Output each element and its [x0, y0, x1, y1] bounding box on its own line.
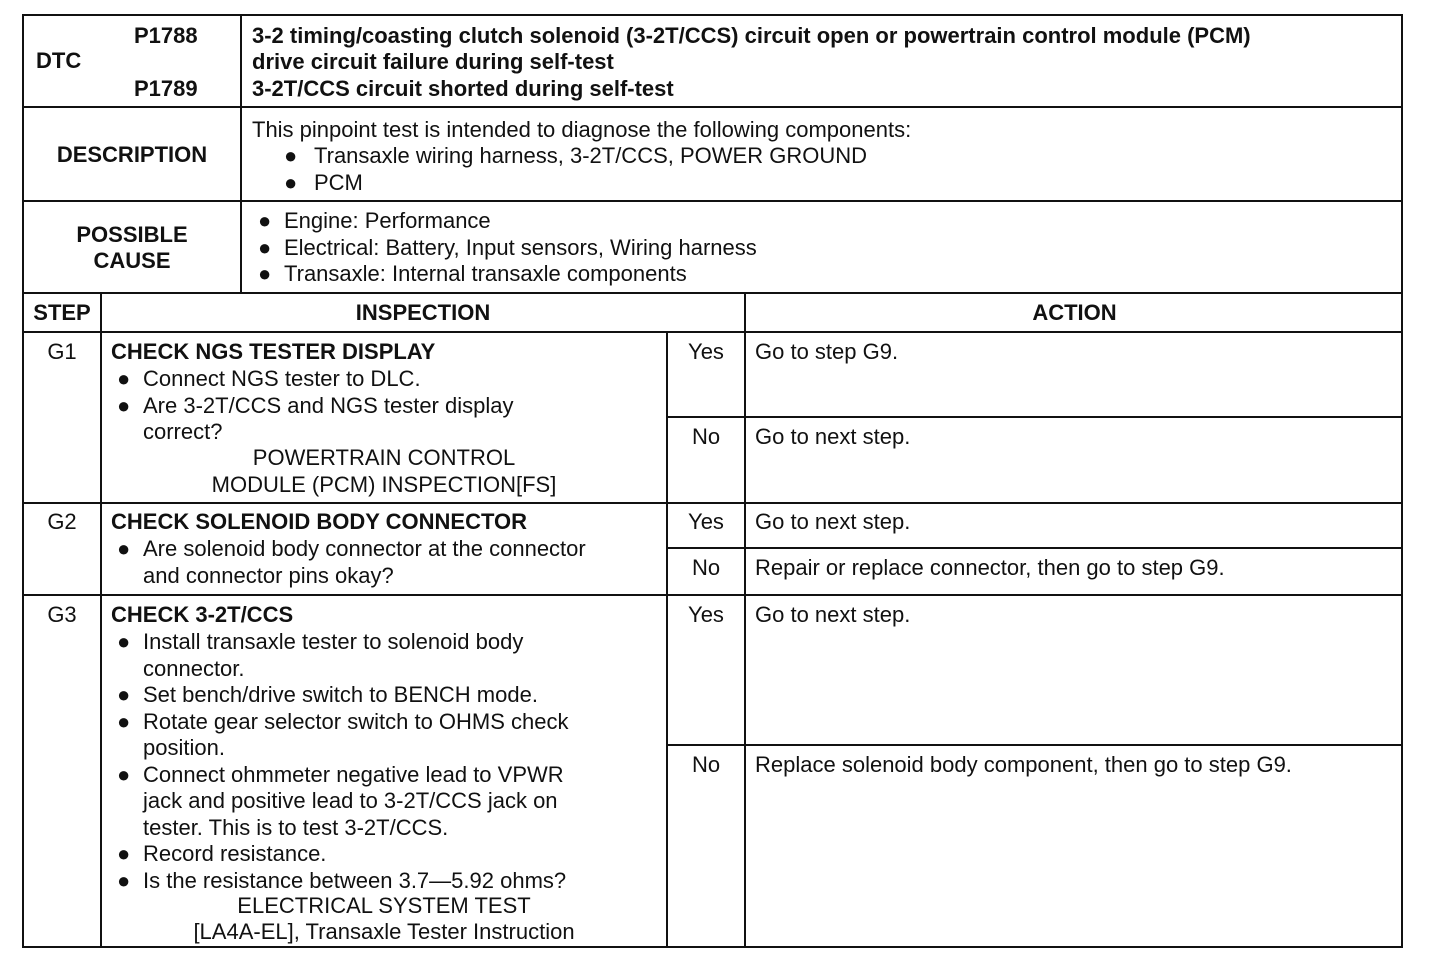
bullet-line: and connector pins okay? [143, 562, 394, 588]
step-bullets [111, 366, 513, 446]
bullet-glyph: ● [117, 536, 131, 561]
answer-yes: Yes [688, 509, 724, 534]
dtc-code-1: P1788 [134, 23, 198, 48]
bullet-line: Rotate gear selector switch to OHMS check [143, 708, 569, 734]
bullet-line: Set bench/drive switch to BENCH mode. [143, 682, 538, 707]
action-text: Go to next step. [755, 424, 911, 449]
answer-no: No [691, 555, 721, 580]
bullet-line: Are solenoid body connector at the connector [143, 536, 586, 561]
description-item: Transaxle wiring harness, 3-2T/CCS, POWER GROUND [314, 143, 867, 168]
answer-yes: Yes [688, 602, 724, 627]
bullet-glyph: ● [117, 761, 131, 787]
list-item [111, 868, 569, 895]
cause-item: Electrical: Battery, Input sensors, Wiring harness [284, 234, 757, 260]
answer-no: No [691, 424, 721, 449]
action-text: Go to step G9. [755, 339, 899, 364]
step-bullets [111, 629, 569, 894]
bullet-line: jack and positive lead to 3-2T/CCS jack on [143, 788, 558, 813]
step-title: CHECK 3-2T/CCS [111, 602, 294, 627]
bullet-glyph: ● [117, 392, 131, 418]
list-item [111, 841, 569, 868]
answer-divider [666, 744, 1403, 746]
action-header: ACTION [1032, 300, 1117, 325]
row-divider [22, 200, 1403, 202]
bullet-line: Is the resistance between 3.7—5.92 ohms? [143, 867, 567, 893]
action-column-divider [744, 292, 746, 948]
description-intro: This pinpoint test is intended to diagnose the following components: [252, 117, 912, 142]
possible-cause-label: CAUSE [93, 248, 171, 273]
bullet-glyph: ● [117, 366, 131, 391]
bullet-line: position. [143, 735, 225, 760]
row-divider [22, 594, 1403, 596]
list-item [252, 170, 867, 197]
step-header: STEP [33, 300, 91, 325]
step-column-divider [100, 292, 102, 948]
list-item [111, 366, 513, 393]
bullet-glyph: ● [117, 708, 131, 734]
bullet-glyph: ● [284, 143, 298, 168]
bullet-glyph: ● [258, 208, 272, 233]
bullet-glyph: ● [258, 234, 272, 260]
step-title: CHECK NGS TESTER DISPLAY [111, 339, 436, 364]
list-item [111, 393, 513, 446]
inspection-header: INSPECTION [355, 300, 491, 325]
description-list [252, 143, 867, 196]
bullet-line: Connect NGS tester to DLC. [143, 366, 421, 391]
step-id: G1 [47, 339, 77, 364]
step-title: CHECK SOLENOID BODY CONNECTOR [111, 509, 528, 534]
cause-item: Engine: Performance [284, 208, 491, 233]
dtc-description-line: 3-2 timing/coasting clutch solenoid (3-2T/CCS) circuit open or powertrain control module (PCM) [252, 23, 1251, 48]
possible-cause-label: POSSIBLE [76, 222, 188, 247]
bullet-line: correct? [143, 419, 223, 444]
action-text: Replace solenoid body component, then go to step G9. [755, 752, 1292, 777]
list-item [252, 208, 757, 235]
bullet-glyph: ● [258, 261, 272, 286]
step-bullets [111, 536, 586, 589]
reference-link[interactable]: POWERTRAIN CONTROL [252, 445, 516, 470]
action-text: Repair or replace connector, then go to step G9. [755, 555, 1225, 580]
step-id: G3 [47, 602, 77, 627]
answer-yes: Yes [688, 339, 724, 364]
answer-divider [666, 547, 1403, 549]
bullet-line: connector. [143, 655, 245, 681]
dtc-description-line: 3-2T/CCS circuit shorted during self-test [252, 76, 674, 101]
list-item [111, 709, 569, 762]
cause-item: Transaxle: Internal transaxle components [284, 261, 687, 286]
row-divider [22, 502, 1403, 504]
step-id: G2 [47, 509, 77, 534]
row-divider [22, 331, 1403, 333]
description-item: PCM [314, 169, 363, 195]
bullet-glyph: ● [117, 682, 131, 707]
list-item [111, 629, 569, 682]
list-item [111, 762, 569, 842]
description-label: DESCRIPTION [56, 142, 208, 167]
action-text: Go to next step. [755, 602, 911, 627]
bullet-line: Are 3-2T/CCS and NGS tester display [143, 392, 514, 418]
reference-link[interactable]: ELECTRICAL SYSTEM TEST [237, 893, 531, 918]
bullet-glyph: ● [284, 169, 298, 195]
list-item [111, 536, 586, 589]
dtc-description-line: drive circuit failure during self-test [252, 49, 614, 74]
reference-link[interactable]: MODULE (PCM) INSPECTION[FS] [211, 472, 557, 497]
bullet-line: tester. This is to test 3-2T/CCS. [143, 814, 449, 840]
bullet-glyph: ● [117, 867, 131, 893]
dtc-code-2: P1789 [134, 76, 198, 101]
answer-no: No [691, 752, 721, 777]
bullet-glyph: ● [117, 629, 131, 654]
dtc-label: DTC [36, 48, 82, 73]
row-divider [22, 292, 1403, 294]
action-text: Go to next step. [755, 509, 911, 534]
bullet-line: Install transaxle tester to solenoid body [143, 629, 524, 654]
bullet-line: Connect ohmmeter negative lead to VPWR [143, 761, 564, 787]
answer-divider [666, 416, 1403, 418]
list-item [252, 143, 867, 170]
row-divider [22, 106, 1403, 108]
bullet-line: Record resistance. [143, 841, 327, 866]
label-column-divider [240, 14, 242, 293]
list-item [252, 261, 757, 288]
possible-cause-list [252, 208, 757, 288]
list-item [111, 682, 569, 709]
bullet-glyph: ● [117, 841, 131, 866]
list-item [252, 235, 757, 262]
reference-link[interactable]: [LA4A-EL], Transaxle Tester Instruction [193, 919, 575, 944]
